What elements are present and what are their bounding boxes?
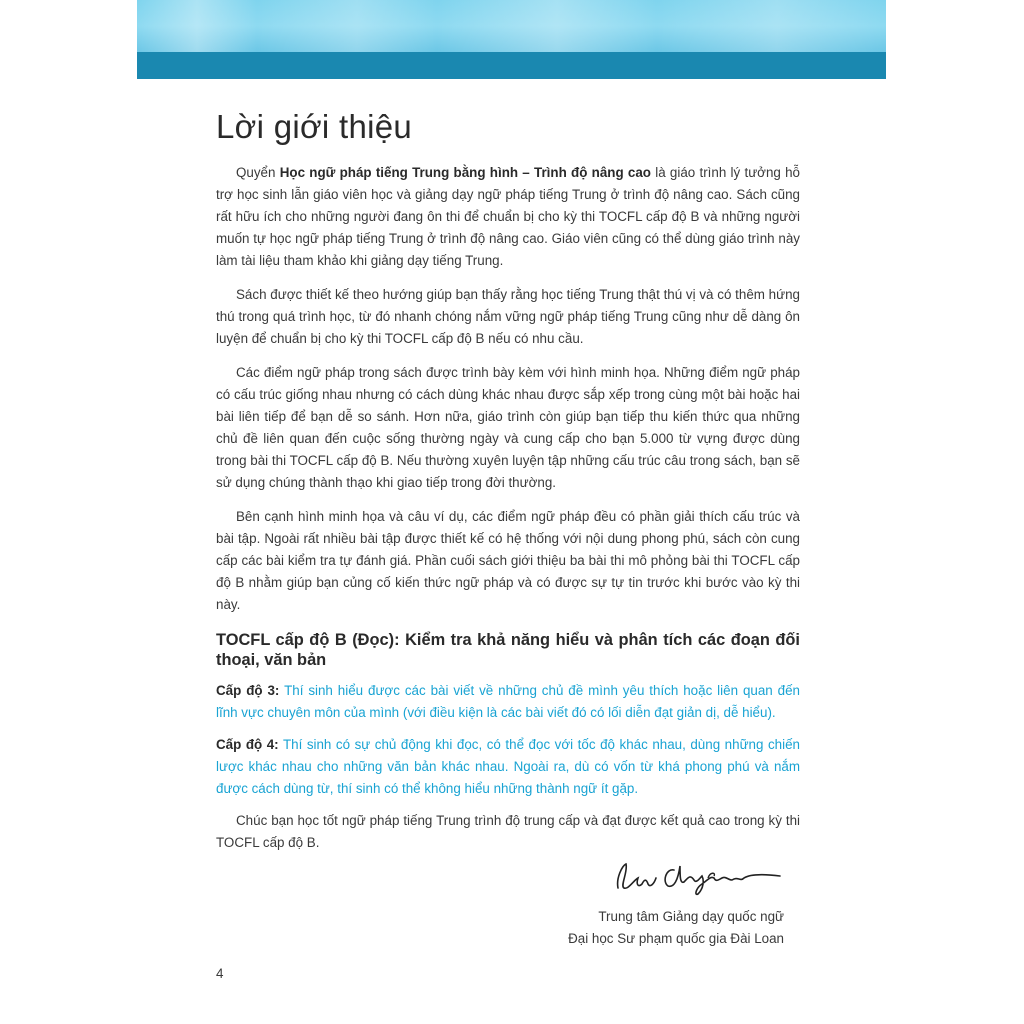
paragraph: Sách được thiết kế theo hướng giúp bạn thấy rằng học tiếng Trung thật thú vị và có thêm hứng thú trong quá trình học, từ đó nhanh chóng nắm vững ngữ pháp tiếng Trung cũng như dễ dàng ôn luyện để chuẩn bị cho kỳ thi TOCFL cấp độ B nếu có nhu cầu. bbox=[216, 287, 800, 346]
signature-image bbox=[604, 858, 784, 898]
level-4 bbox=[216, 734, 800, 800]
header-band-light bbox=[137, 0, 886, 52]
page-title: Lời giới thiệu bbox=[216, 108, 413, 145]
signoff-block bbox=[568, 906, 784, 950]
paragraph: Bên cạnh hình minh họa và câu ví dụ, các điểm ngữ pháp đều có phần giải thích cấu trúc và bài tập. Ngoài rất nhiều bài tập được thiết kế có hệ thống với nội dung phong phú, sách còn cung cấp các bài kiểm tra tự đánh giá. Phần cuối sách giới thiệu ba bài thi mô phỏng bài thi TOCFL cấp độ B nhằm giúp bạn củng cố kiến thức ngữ pháp và có được sự tự tin trước khi bước vào kỳ thi này. bbox=[216, 509, 800, 612]
level-3 bbox=[216, 680, 800, 724]
intro-text bbox=[216, 162, 800, 866]
level-description: Thí sinh hiểu được các bài viết về những chủ đề mình yêu thích hoặc liên quan đến lĩnh vực chuyên môn của mình (với điều kiện là các bài viết đó có lối diễn đạt giản dị, dễ hiểu). bbox=[216, 683, 800, 720]
level-description: Thí sinh có sự chủ động khi đọc, có thể đọc với tốc độ khác nhau, dùng những chiến lược khác nhau cho những văn bản khác nhau. Ngoài ra, dù có vốn từ khá phong phú và nắm được cách dùng từ, thí sinh có thể không hiểu những thành ngữ ít gặp. bbox=[216, 737, 800, 796]
level-label: Cấp độ 4: bbox=[216, 737, 279, 752]
closing-paragraph: Chúc bạn học tốt ngữ pháp tiếng Trung trình độ trung cấp và đạt được kết quả cao trong kỳ thi TOCFL cấp độ B. bbox=[216, 813, 800, 850]
page-number: 4 bbox=[216, 966, 224, 981]
header-band-dark bbox=[137, 52, 886, 79]
level-label: Cấp độ 3: bbox=[216, 683, 280, 698]
section-heading: TOCFL cấp độ B (Đọc): Kiểm tra khả năng hiểu và phân tích các đoạn đối thoại, văn bản bbox=[216, 631, 800, 669]
intro-paragraph: Quyển Học ngữ pháp tiếng Trung bằng hình – Trình độ nâng cao là giáo trình lý tưởng hỗ trợ học sinh lẫn giáo viên học và giảng dạy ngữ pháp tiếng Trung ở trình độ nâng cao. Sách cũng rất hữu ích cho những người đang ôn thi để chuẩn bị cho kỳ thi TOCFL cấp độ B và những người muốn tự học ngữ pháp tiếng Trung ở trình độ nâng cao. Giáo viên cũng có thể dùng giáo trình này làm tài liệu tham khảo khi giảng dạy tiếng Trung. bbox=[216, 165, 800, 268]
signoff-line: Trung tâm Giảng dạy quốc ngữ bbox=[598, 909, 784, 924]
paragraph: Các điểm ngữ pháp trong sách được trình bày kèm với hình minh họa. Những điểm ngữ pháp có cấu trúc giống nhau nhưng có cách dùng khác nhau được sắp xếp trong cùng một bài hoặc hai bài liên tiếp để bạn dễ so sánh. Hơn nữa, giáo trình còn giúp bạn tiếp thu kiến thức qua những chủ đề liên quan đến cuộc sống thường ngày và cung cấp cho bạn 5.000 từ vựng được dùng trong bài thi TOCFL cấp độ B. Nếu thường xuyên luyện tập những cấu trúc câu trong sách, bạn sẽ sử dụng chúng thành thạo khi giao tiếp trong đời thường. bbox=[216, 365, 800, 490]
book-title: Học ngữ pháp tiếng Trung bằng hình – Trình độ nâng cao bbox=[279, 165, 651, 180]
signoff-line: Đại học Sư phạm quốc gia Đài Loan bbox=[568, 931, 784, 946]
